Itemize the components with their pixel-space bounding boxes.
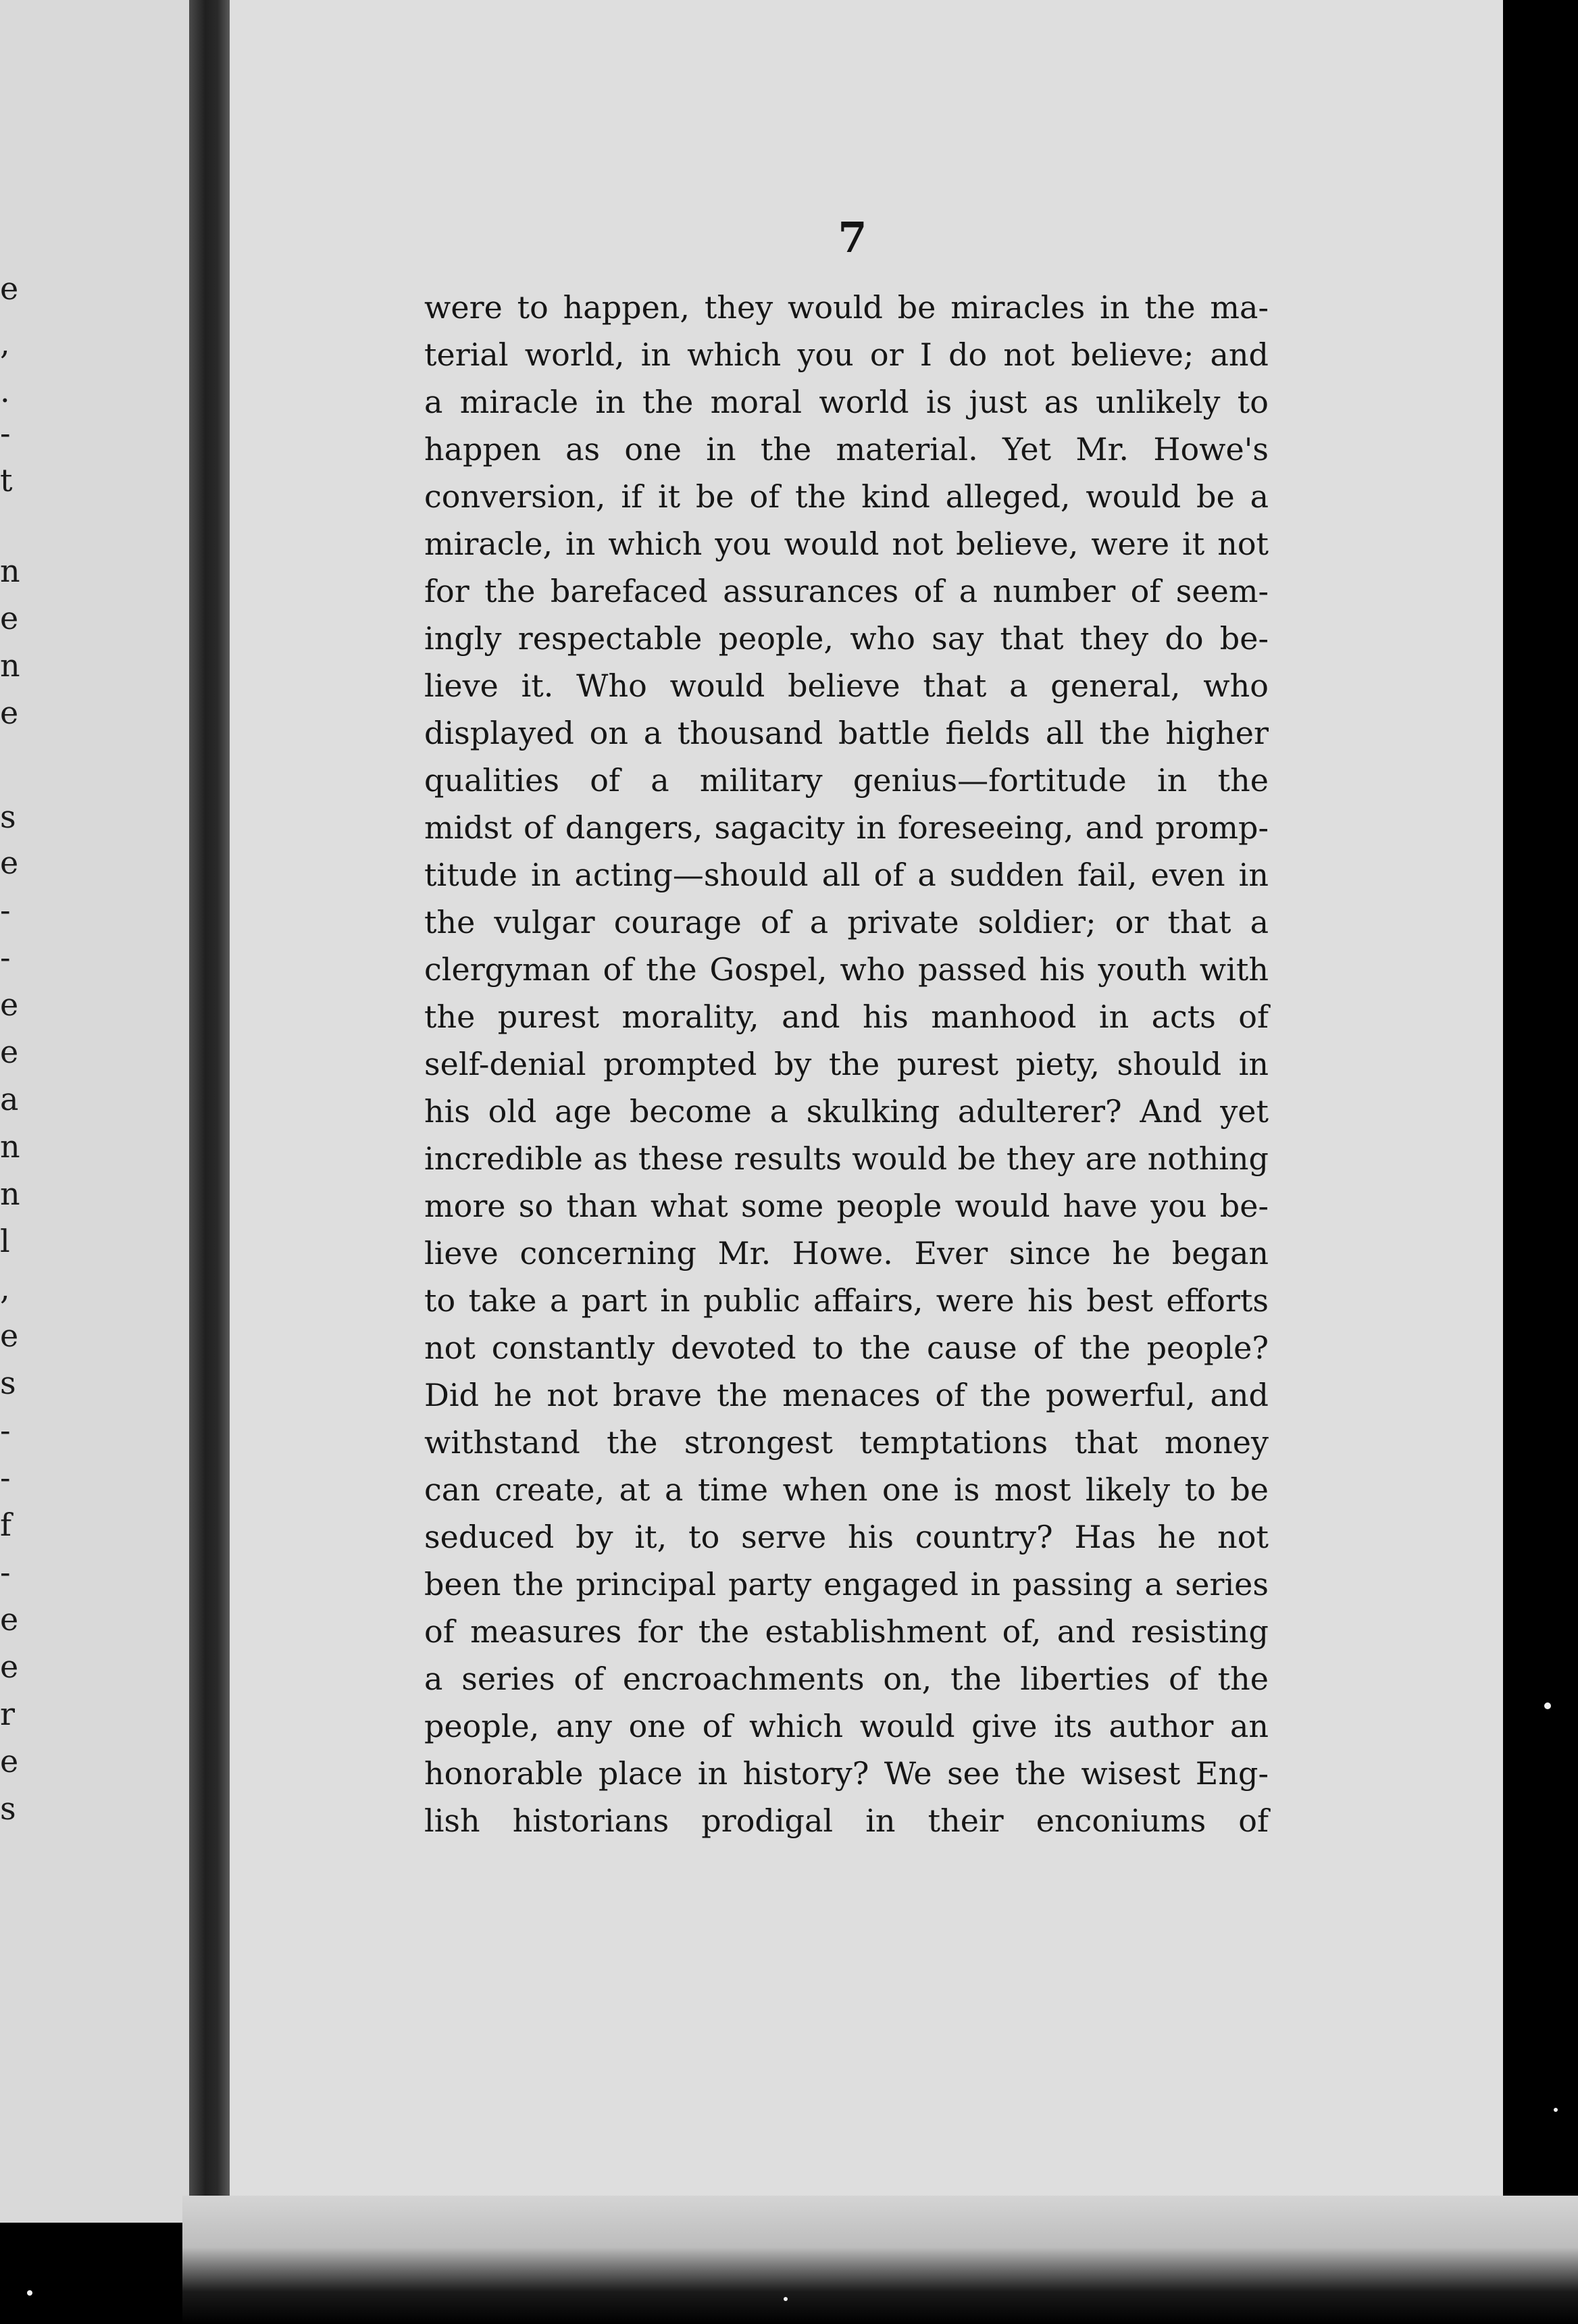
text-line: people, any one of which would give its author an (424, 1708, 1269, 1744)
left-edge-letter: t (0, 462, 13, 499)
bottom-scan-border (182, 2196, 1578, 2324)
left-edge-letter: e (0, 1317, 19, 1354)
text-line: the vulgar courage of a private soldier; or that a (424, 904, 1269, 940)
dust-speck (1554, 2108, 1558, 2112)
text-line: of measures for the establishment of, and resisting (424, 1613, 1269, 1650)
left-edge-letter: s (0, 1365, 16, 1401)
dust-speck (27, 2290, 32, 2296)
left-edge-letter: - (0, 1554, 11, 1590)
text-line: lieve it. Who would believe that a general, who (424, 667, 1269, 704)
text-line: his old age become a skulking adulterer? And yet (424, 1093, 1269, 1130)
text-line: midst of dangers, sagacity in foreseeing, and promp- (424, 809, 1269, 846)
left-edge-letter: e (0, 600, 19, 636)
text-line: conversion, if it be of the kind alleged, would be a (424, 478, 1269, 515)
left-edge-letter: e (0, 694, 19, 731)
left-edge-letter: l (0, 1223, 10, 1259)
text-line: were to happen, they would be miracles in the ma- (424, 289, 1269, 326)
left-page-letters (0, 0, 189, 2223)
left-edge-letter: n (0, 553, 20, 589)
text-line: terial world, in which you or I do not believe; and (424, 336, 1269, 373)
text-line: self-denial prompted by the purest piety, should in (424, 1046, 1269, 1082)
left-edge-letter: - (0, 939, 11, 976)
text-line: lieve concerning Mr. Howe. Ever since he began (424, 1235, 1269, 1271)
left-edge-letter: e (0, 1601, 19, 1638)
left-edge-letter: - (0, 1459, 11, 1496)
left-edge-letter: , (0, 325, 10, 361)
left-edge-letter: e (0, 1648, 19, 1685)
text-line: not constantly devoted to the cause of the people? (424, 1330, 1269, 1366)
text-line: to take a part in public affairs, were his best efforts (424, 1282, 1269, 1319)
text-line: seduced by it, to serve his country? Has he not (424, 1519, 1269, 1555)
left-edge-letter: r (0, 1696, 15, 1732)
left-edge-letter: - (0, 415, 11, 451)
left-edge-letter: s (0, 1790, 16, 1827)
text-line: the purest morality, and his manhood in acts of (424, 999, 1269, 1035)
body-text (424, 284, 1269, 1851)
text-line: ingly respectable people, who say that they do be- (424, 620, 1269, 657)
right-scan-border (1503, 0, 1578, 2297)
text-line: lish historians prodigal in their enconiums of (424, 1802, 1269, 1839)
text-line: for the barefaced assurances of a number of seem- (424, 573, 1269, 609)
text-line: incredible as these results would be they are nothing (424, 1140, 1269, 1177)
text-line: withstand the strongest temptations that money (424, 1424, 1269, 1461)
left-edge-letter: e (0, 844, 19, 881)
book-gutter (189, 0, 230, 2223)
left-edge-letter: a (0, 1081, 19, 1117)
text-line: honorable place in history? We see the wisest Eng- (424, 1755, 1269, 1792)
text-line: qualities of a military genius—fortitude in the (424, 762, 1269, 799)
text-line: displayed on a thousand battle fields all the higher (424, 715, 1269, 751)
page-number: 7 (838, 213, 867, 262)
text-line: happen as one in the material. Yet Mr. Howe's (424, 431, 1269, 468)
left-page-edge (0, 0, 189, 2223)
dust-speck (784, 2297, 788, 2301)
text-line: titude in acting—should all of a sudden fail, even in (424, 857, 1269, 893)
left-edge-letter: n (0, 1176, 20, 1212)
dust-speck (1544, 1702, 1551, 1709)
left-edge-letter: . (0, 373, 10, 409)
text-line: a miracle in the moral world is just as unlikely to (424, 384, 1269, 420)
left-edge-letter: e (0, 1743, 19, 1779)
text-line: Did he not brave the menaces of the powerful, and (424, 1377, 1269, 1413)
left-edge-letter: , (0, 1270, 10, 1307)
text-line: clergyman of the Gospel, who passed his youth with (424, 951, 1269, 988)
left-edge-letter: e (0, 270, 19, 307)
text-line: can create, at a time when one is most likely to be (424, 1471, 1269, 1508)
left-edge-letter: n (0, 1128, 20, 1165)
text-line: more so than what some people would have you be- (424, 1188, 1269, 1224)
text-line: miracle, in which you would not believe, were it not (424, 526, 1269, 562)
left-edge-letter: n (0, 647, 20, 684)
left-edge-letter: s (0, 799, 16, 835)
left-edge-letter: f (0, 1507, 12, 1543)
left-edge-letter: e (0, 1034, 19, 1070)
left-edge-letter: - (0, 892, 11, 928)
text-line: been the principal party engaged in passing a series (424, 1566, 1269, 1602)
text-line: a series of encroachments on, the liberties of the (424, 1661, 1269, 1697)
left-edge-letter: - (0, 1412, 11, 1448)
left-edge-letter: e (0, 986, 19, 1023)
